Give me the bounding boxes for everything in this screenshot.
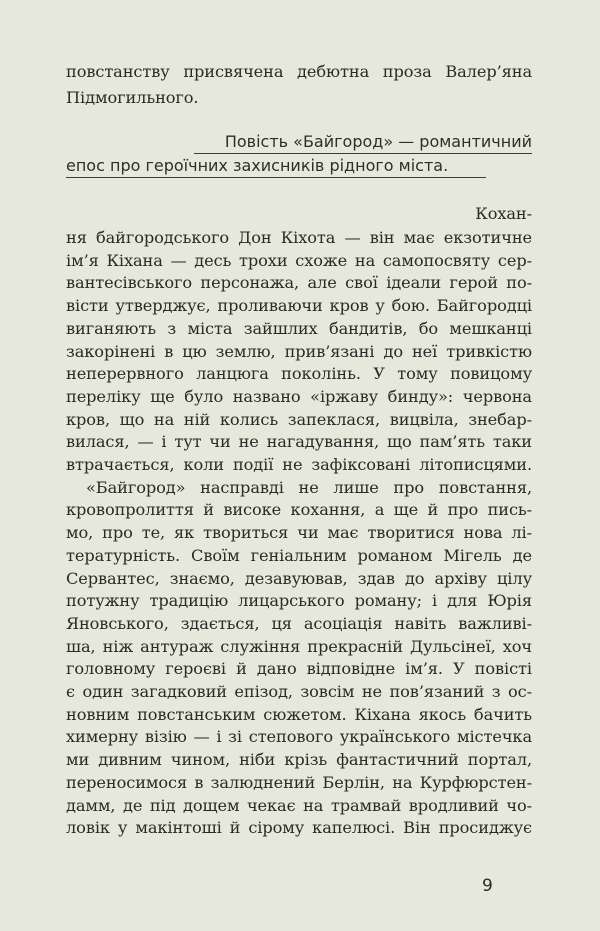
text-line: вісти утверджує, проливаючи кров у бою. Байгородці [66,296,532,316]
text-line: вилася, — і тут чи не нагадування, що пам’ять таки [66,432,532,452]
text-line: вантесівського персонажа, але свої ідеали герой по- [66,273,532,293]
text-line: кровопролиття й високе кохання, а ще й про пись- [66,500,532,520]
text-line: ня байгородського Дон Кіхота — він має екзотичне [66,228,532,247]
text-line: Сервантес, знаємо, дезавуював, здав до архіву цілу [66,568,532,588]
text-line: мо, про те, як твориться чи має творитися нова лі- [66,523,532,543]
text-line: повстанству присвячена дебютна проза Валер’яна [66,62,532,81]
text-line: переліку ще було названо «іржаву бинду»: червона [66,386,532,406]
pull-quote-line: епос про героїчних захисників рідного міста. [66,155,486,178]
page-number: 9 [482,876,493,896]
text-line: виганяють з міста зайшлих бандитів, бо мешканці [66,318,532,338]
text-line: закорінені в цю землю, прив’язані до неї тривкістю [66,341,532,361]
pull-quote-line: Повість «Байгород» — романтичний [194,131,532,154]
text-line: є один загадковий епізод, зовсім не пов’язаний з ос- [66,682,532,701]
text-line: тературність. Своїм геніальним романом Мігель де [66,545,532,565]
text-line: ловік у макінтоші й сірому капелюсі. Він просиджує [66,818,532,838]
text-line: Яновського, здається, ця асоціація навіть важливі- [66,613,532,633]
text-line: ми дивним чином, ніби крізь фантастичний портал, [66,750,532,770]
text-line: Кохан- [475,204,532,223]
text-line: Підмогильного. [66,88,199,107]
text-line: головному героєві й дано відповідне ім’я. У повісті [66,659,532,679]
text-line: химерну візію — і зі степового українського містечка [66,727,532,747]
text-line: потужну традицію лицарського роману; і для Юрія [66,591,532,611]
text-line: неперервного ланцюга поколінь. У тому повицому [66,364,532,384]
text-line: «Байгород» насправді не лише про повстання, [86,477,532,497]
text-line: кров, що на ній колись запеклася, вицвіла, знебар- [66,409,532,429]
text-line: дамм, де під дощем чекає на трамвай вродливий чо- [66,795,532,815]
text-line: переносимося в залюднений Берлін, на Курфюрстен- [66,772,532,792]
text-line: втрачається, коли події не зафіксовані літописцями. [66,455,532,474]
text-line: новним повстанським сюжетом. Кіхана якось бачить [66,704,532,724]
text-line: ша, ніж антураж служіння прекрасній Дульсінеї, хоч [66,636,532,656]
text-line: ім’я Кіхана — десь трохи схоже на самопосвяту сер- [66,250,532,270]
